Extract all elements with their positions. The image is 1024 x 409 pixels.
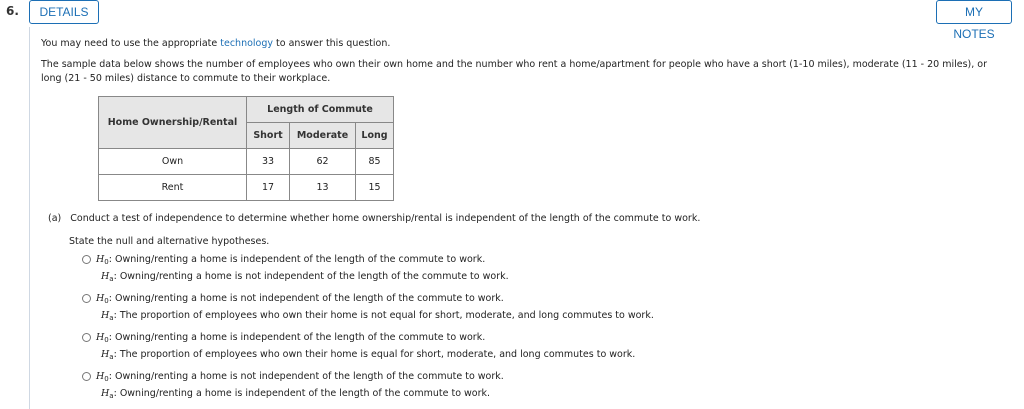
table-row — [99, 149, 394, 175]
radio-option-3[interactable] — [82, 333, 91, 342]
h0-symbol: H — [96, 332, 105, 343]
option-2-ha — [101, 310, 654, 322]
option-3-ha-text: : The proportion of employees who own their home is equal for short, moderate, and long commutes to work. — [113, 349, 636, 360]
part-a-prompt — [48, 213, 700, 224]
description-line-1: The sample data below shows the number of employees who own their own home and the number who rent a home/apartment for people who have a short (1-10 miles), moderate (11 - 20 miles), or — [41, 59, 988, 70]
ha-sub: a — [109, 314, 114, 322]
h0-symbol: H — [96, 254, 105, 265]
col-header-long: Long — [356, 123, 394, 149]
question-number: 6. — [6, 4, 19, 18]
cell-rent-short: 17 — [247, 175, 290, 201]
description-line-2: long (21 - 50 miles) distance to commute to their workplace. — [41, 73, 331, 84]
option-1-h0-text: : Owning/renting a home is independent of the length of the commute to work. — [108, 254, 486, 265]
option-3-h0-text: : Owning/renting a home is independent of the length of the commute to work. — [108, 332, 486, 343]
option-2-ha-text: : The proportion of employees who own their home is not equal for short, moderate, and long commutes to work. — [113, 310, 654, 321]
option-1-ha — [101, 271, 509, 283]
option-4-h0-text: : Owning/renting a home is not independent of the length of the commute to work. — [108, 371, 504, 382]
col-header-short: Short — [247, 123, 290, 149]
radio-option-1[interactable] — [82, 255, 91, 264]
ha-symbol: H — [101, 388, 110, 399]
ha-sub: a — [109, 392, 114, 400]
cell-own-short: 33 — [247, 149, 290, 175]
part-a-label: (a) — [48, 213, 62, 224]
commute-data-table — [98, 96, 394, 201]
option-2-h0 — [96, 293, 504, 305]
question-content — [29, 27, 1012, 409]
technology-link[interactable]: technology — [220, 38, 274, 49]
h0-sub: 0 — [104, 336, 109, 344]
group-header: Length of Commute — [247, 97, 394, 123]
part-a-instruction: State the null and alternative hypotheses. — [69, 236, 270, 247]
intro-text — [41, 38, 390, 49]
col-header-moderate: Moderate — [290, 123, 356, 149]
cell-rent-moderate: 13 — [290, 175, 356, 201]
radio-option-4[interactable] — [82, 372, 91, 381]
row-header: Home Ownership/Rental — [99, 97, 247, 149]
option-1-ha-text: : Owning/renting a home is not independent of the length of the commute to work. — [113, 271, 509, 282]
h0-symbol: H — [96, 371, 105, 382]
table-row — [99, 175, 394, 201]
option-3-ha — [101, 349, 635, 361]
option-4-ha-text: : Owning/renting a home is independent of the length of the commute to work. — [113, 388, 491, 399]
ha-symbol: H — [101, 310, 110, 321]
part-a-question: Conduct a test of independence to determine whether home ownership/rental is independent of the length of the commute to work. — [70, 213, 701, 224]
h0-symbol: H — [96, 293, 105, 304]
intro-post: to answer this question. — [273, 38, 391, 49]
h0-sub: 0 — [104, 297, 109, 305]
option-4-h0 — [96, 371, 504, 383]
ha-sub: a — [109, 275, 114, 283]
option-3-h0 — [96, 332, 485, 344]
h0-sub: 0 — [104, 375, 109, 383]
option-2-h0-text: : Owning/renting a home is not independent of the length of the commute to work. — [108, 293, 504, 304]
ha-symbol: H — [101, 271, 110, 282]
option-1-h0 — [96, 254, 485, 266]
cell-own-long: 85 — [356, 149, 394, 175]
intro-pre: You may need to use the appropriate — [41, 38, 221, 49]
cell-own-moderate: 62 — [290, 149, 356, 175]
details-button[interactable]: DETAILS — [29, 0, 99, 24]
h0-sub: 0 — [104, 258, 109, 266]
ha-sub: a — [109, 353, 114, 361]
row-label-rent: Rent — [99, 175, 247, 201]
my-notes-button[interactable]: MY NOTES — [936, 0, 1012, 24]
radio-option-2[interactable] — [82, 294, 91, 303]
row-label-own: Own — [99, 149, 247, 175]
option-4-ha — [101, 388, 490, 400]
cell-rent-long: 15 — [356, 175, 394, 201]
ha-symbol: H — [101, 349, 110, 360]
